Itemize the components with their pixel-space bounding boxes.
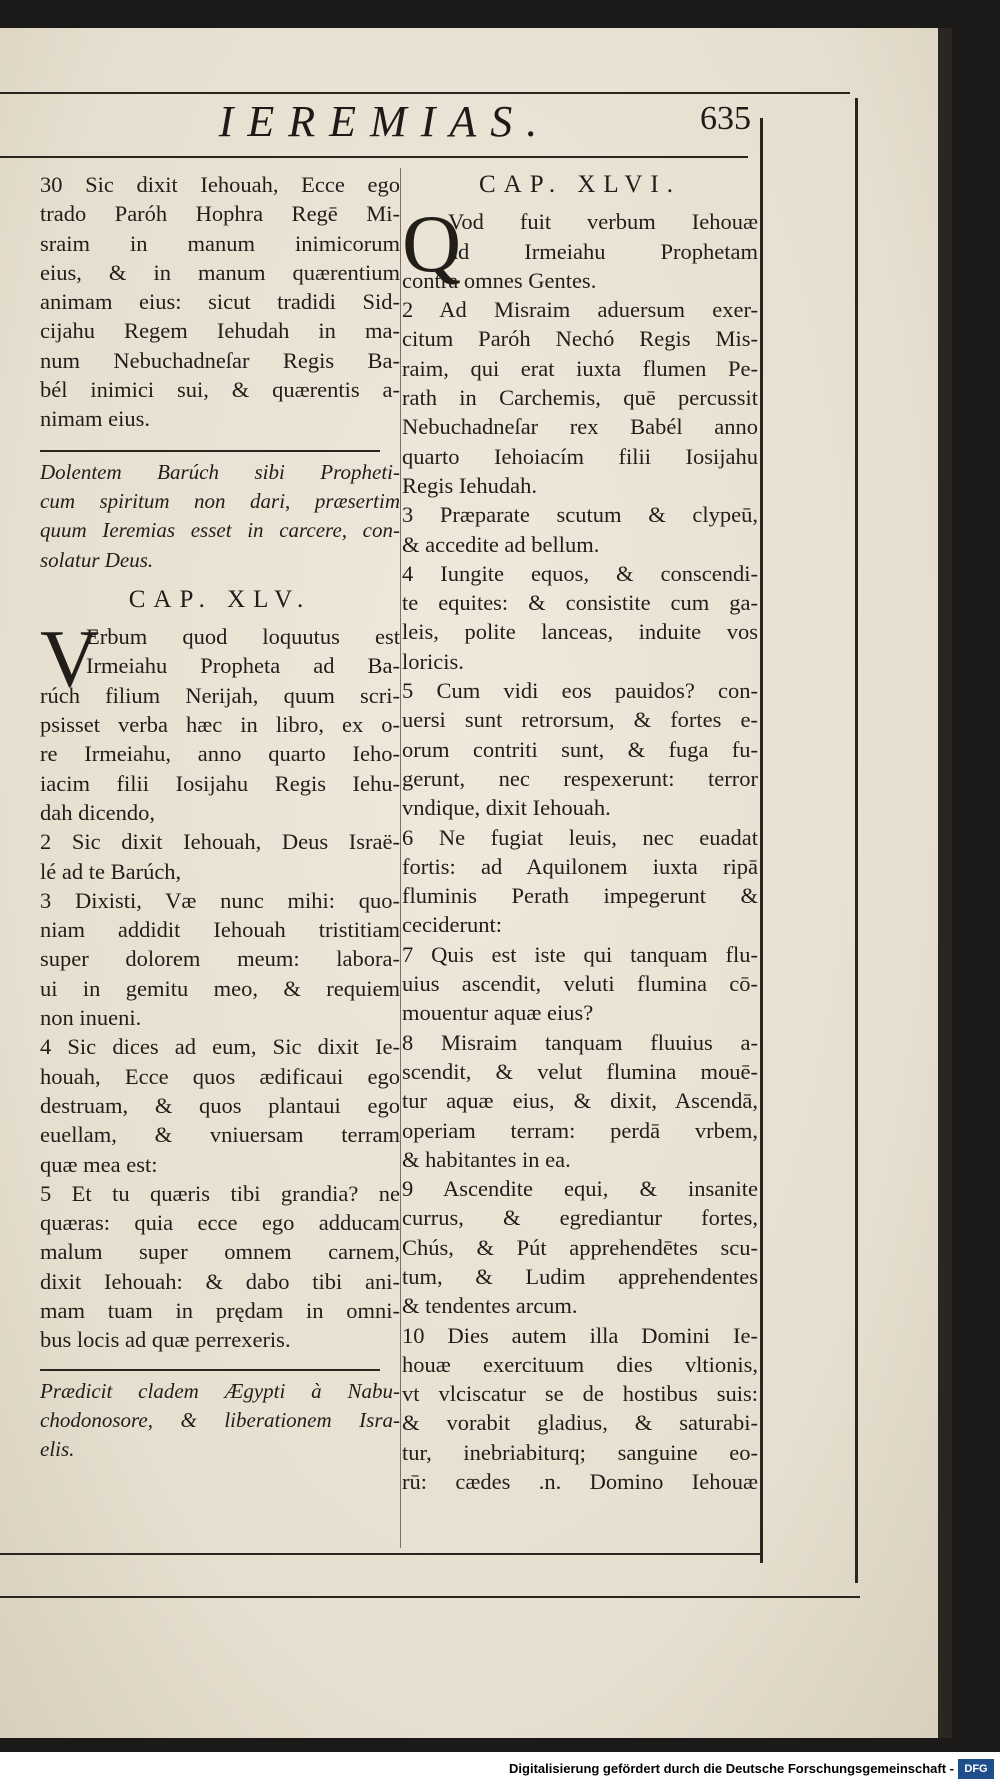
text-line: destruam, & quos plantaui ego <box>40 1092 400 1118</box>
text-line: Vod fuit verbum Iehouæ <box>448 209 758 235</box>
text-line: Irmeiahu Propheta ad Ba- <box>86 653 400 679</box>
text-line: Regis Iehudah. <box>402 472 537 498</box>
text-line: currus, & egrediantur fortes, <box>402 1205 758 1231</box>
verse-30 <box>40 170 400 434</box>
summary-rule <box>40 450 380 452</box>
text-line: tur aquæ eius, & dixit, Ascendā, <box>402 1088 758 1114</box>
text-line: malum super omnem carnem, <box>40 1239 400 1265</box>
text-line: scendit, & velut flumina mouē- <box>402 1058 758 1084</box>
summary-line: cum spiritum non dari, præsertim <box>40 488 400 513</box>
text-line: quarto Iehoiacím filii Iosijahu <box>402 443 758 469</box>
right-column <box>402 170 758 1496</box>
summary-line: Prædicit cladem Ægypti à Nabu- <box>40 1378 400 1403</box>
right-margin-rule <box>760 118 763 1563</box>
text-line: & habitantes in ea. <box>402 1146 571 1172</box>
text-line: raim, qui erat iuxta flumen Pe- <box>402 355 758 381</box>
text-line: ui in gemitu meo, & requiem <box>40 975 400 1001</box>
text-line: num Nebuchadneſar Regis Ba- <box>40 347 400 373</box>
text-line: lé ad te Barúch, <box>40 858 182 884</box>
text-line: houah, Ecce quos ædificaui ego <box>40 1063 400 1089</box>
text-line: 30 Sic dixit Iehouah, Ecce ego <box>40 172 400 197</box>
text-line: uius ascendit, veluti flumina cō- <box>402 971 758 997</box>
text-line: & tendentes arcum. <box>402 1293 578 1319</box>
text-line: fluminis Perath impegerunt & <box>402 883 758 909</box>
drop-capital: V <box>40 613 100 705</box>
text-line: non inueni. <box>40 1005 142 1031</box>
funding-notice: Digitalisierung gefördert durch die Deutsche Forschungsgemeinschaft - <box>509 1761 954 1776</box>
header-bottom-rule <box>0 156 748 158</box>
running-title: IEREMIAS. <box>218 97 552 146</box>
header-top-rule <box>0 92 850 94</box>
chapter-45-body <box>40 613 400 1354</box>
text-line: rath in Carchemis, quē percussit <box>402 385 758 411</box>
text-line: iacim filii Iosijahu Regis Iehu- <box>40 770 400 796</box>
text-line: & vorabit gladius, & saturabi- <box>402 1410 758 1436</box>
text-line: re Irmeiahu, anno quarto Ieho- <box>40 741 400 767</box>
text-line: psisset verba hæc in libro, ex o- <box>40 712 400 738</box>
text-line: citum Paróh Nechó Regis Mis- <box>402 326 758 352</box>
text-line: 3 Præparate scutum & clypeū, <box>402 502 758 528</box>
footer-rule <box>0 1596 860 1598</box>
text-line: animam eius: sicut tradidi Sid- <box>40 289 400 315</box>
page-edge <box>938 28 952 1738</box>
text-line: 3 Dixisti, Væ nunc mihi: quo- <box>40 887 400 913</box>
summary-line: solatur Deus. <box>40 547 154 572</box>
text-line: bél inimici sui, & quærentis a- <box>40 377 400 403</box>
text-line: 8 Misraim tanquam fluuius a- <box>402 1029 758 1055</box>
text-line: tur, inebriabiturq; sanguine eo- <box>402 1439 758 1465</box>
text-line: operiam terram: perdā vrbem, <box>402 1117 758 1143</box>
text-line: 2 Sic dixit Iehouah, Deus Israë- <box>40 829 400 855</box>
text-line: cijahu Regem Iehudah in ma- <box>40 318 400 344</box>
bottom-rule <box>0 1553 760 1555</box>
drop-capital: Q <box>402 198 462 290</box>
left-column <box>40 170 400 1464</box>
text-line: niam addidit Iehouah tristitiam <box>40 917 400 943</box>
chapter-45-summary <box>40 458 400 575</box>
dfg-logo: DFG <box>958 1759 994 1779</box>
text-line: euellam, & vniuersam terram <box>40 1122 400 1148</box>
digitization-footer <box>0 1752 1000 1787</box>
text-line: rū: cædes .n. Domino Iehouæ <box>402 1469 758 1495</box>
text-line: ceciderunt: <box>402 912 502 938</box>
text-line: 10 Dies autem illa Domini Ie- <box>402 1322 758 1348</box>
text-line: fortis: ad Aquilonem iuxta ripā <box>402 853 758 879</box>
summary-line: Dolentem Barúch sibi Propheti- <box>40 459 400 484</box>
chapter-46-body <box>402 198 758 1496</box>
text-line: orum contriti sunt, & fuga fu- <box>402 736 758 762</box>
text-line: uersi sunt retrorsum, & fortes e- <box>402 707 758 733</box>
text-line: vt vlciscatur se de hostibus suis: <box>402 1381 758 1407</box>
text-line: vndique, dixit Iehouah. <box>402 795 611 821</box>
text-line: Chús, & Pút apprehendētes scu- <box>402 1234 758 1260</box>
text-line: loricis. <box>402 648 464 674</box>
text-line: nimam eius. <box>40 406 150 432</box>
text-line: mouentur aquæ eius? <box>402 1000 594 1026</box>
text-line: mam tuam in prędam in omni- <box>40 1297 400 1323</box>
text-line: 5 Et tu quæris tibi grandia? ne <box>40 1180 400 1206</box>
text-line: ad Irmeiahu Prophetam <box>448 238 758 264</box>
text-line: 4 Iungite equos, & conscendi- <box>402 560 758 586</box>
summary-line: elis. <box>40 1437 75 1462</box>
summary-rule <box>40 1369 380 1371</box>
text-line: 6 Ne fugiat leuis, nec euadat <box>402 824 758 850</box>
text-line: 9 Ascendite equi, & insanite <box>402 1176 758 1202</box>
text-line: 4 Sic dices ad eum, Sic dixit Ie- <box>40 1034 400 1060</box>
text-line: super dolorem meum: labora- <box>40 946 400 972</box>
text-line: quæ mea est: <box>40 1151 158 1177</box>
text-line: sraim in manum inimicorum <box>40 230 400 256</box>
text-line: 2 Ad Misraim aduersum exer- <box>402 297 758 323</box>
outer-margin-rule <box>855 98 858 1583</box>
summary-line: quum Ieremias esset in carcere, con- <box>40 518 400 543</box>
text-line: te equites: & consistite cum ga- <box>402 590 758 616</box>
text-line: Erbum quod loquutus est <box>86 624 400 650</box>
text-line: quæras: quia ecce ego adducam <box>40 1210 400 1236</box>
text-line: bus locis ad quæ perrexeris. <box>40 1327 291 1353</box>
text-line: 7 Quis est iste qui tanquam flu- <box>402 941 758 967</box>
text-line: & accedite ad bellum. <box>402 531 600 557</box>
text-line: Nebuchadneſar rex Babél anno <box>402 414 758 440</box>
text-line: tum, & Ludim apprehendentes <box>402 1263 758 1289</box>
text-line: 5 Cum vidi eos pauidos? con- <box>402 678 758 704</box>
text-line: houæ exercituum dies vltionis, <box>402 1351 758 1377</box>
chapter-45-heading: CAP. XLV. <box>128 585 312 613</box>
text-line: gerunt, nec respexerunt: terror <box>402 765 758 791</box>
column-separator <box>400 168 401 1548</box>
text-line: rúch filium Nerijah, quum scri- <box>40 682 400 708</box>
text-line: trado Paróh Hophra Regē Mi- <box>40 201 400 227</box>
chapter-46-heading: CAP. XLVI. <box>478 171 682 198</box>
summary-line: chodonosore, & liberationem Isra- <box>40 1407 400 1432</box>
page-number: 635 <box>700 100 751 137</box>
text-line: leis, polite lanceas, induite vos <box>402 619 758 645</box>
text-line: eius, & in manum quærentium <box>40 259 400 285</box>
text-line: dah dicendo, <box>40 799 155 825</box>
text-line: dixit Iehouah: & dabo tibi ani- <box>40 1268 400 1294</box>
text-line: contra omnes Gentes. <box>402 267 597 293</box>
chapter-46-summary <box>40 1377 400 1465</box>
